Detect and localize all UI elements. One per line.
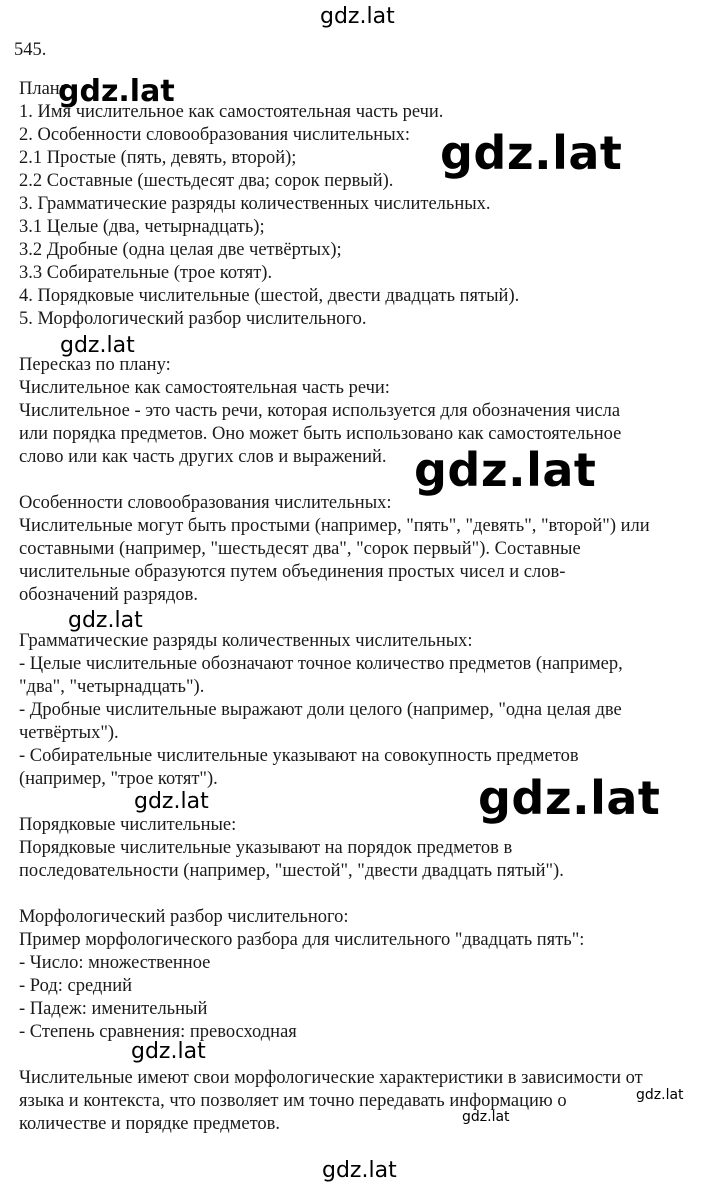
section-title: Грамматические разряды количественных числительных: [19,631,473,651]
conclusion-text: языка и контекста, что позволяет им точно передавать информацию о [19,1091,567,1111]
watermark-overlay: gdz.lat [60,333,135,358]
section-text: - Собирательные числительные указывают на совокупность предметов [19,746,579,766]
section-text: - Падеж: именительный [19,999,208,1019]
section-title: Порядковые числительные: [19,815,237,835]
section-text: четвёртых"). [19,723,119,743]
section-text: Порядковые числительные указывают на порядок предметов в [19,838,513,858]
section-title: Морфологический разбор числительного: [19,907,349,927]
section-text: Числительные могут быть простыми (например, "пять", "девять", "второй") или [19,516,650,536]
section-text: или порядка предметов. Оно может быть использовано как самостоятельное [19,424,622,444]
plan-item: 2.1 Простые (пять, девять, второй); [19,148,297,168]
section-text: слово или как часть других слов и выражений. [19,447,387,467]
section-text: - Целые числительные обозначают точное количество предметов (например, [19,654,623,674]
plan-item: 5. Морфологический разбор числительного. [19,309,367,329]
watermark-overlay: gdz.lat [636,1087,684,1103]
section-text: последовательности (например, "шестой", "двести двадцать пятый"). [19,861,564,881]
section-text: "два", "четырнадцать"). [19,677,205,697]
plan-item: 3.1 Целые (два, четырнадцать); [19,217,265,237]
plan-item: 4. Порядковые числительные (шестой, двести двадцать пятый). [19,286,520,306]
watermark-overlay: gdz.lat [440,126,623,180]
section-text: Пример морфологического разбора для числительного "двадцать пять": [19,930,585,950]
section-title: Особенности словообразования числительных: [19,493,392,513]
conclusion-text: Числительные имеют свои морфологические характеристики в зависимости от [19,1068,643,1088]
section-text: (например, "трое котят"). [19,769,218,789]
section-text: числительные образуются путем объединения простых чисел и слов- [19,562,566,582]
conclusion-text: количестве и порядке предметов. [19,1114,281,1134]
plan-item: 3. Грамматические разряды количественных числительных. [19,194,491,214]
retelling-heading: Пересказ по плану: [19,355,171,375]
watermark-header: gdz.lat [320,4,395,29]
plan-item: 3.3 Собирательные (трое котят). [19,263,273,283]
section-title: Числительное как самостоятельная часть речи: [19,378,390,398]
section-text: - Дробные числительные выражают доли целого (например, "одна целая две [19,700,622,720]
section-text: - Степень сравнения: превосходная [19,1022,297,1042]
watermark-overlay: gdz.lat [414,443,597,497]
plan-item: 2.2 Составные (шестьдесят два; сорок первый). [19,171,394,191]
section-text: составными (например, "шестьдесят два", "сорок первый"). Составные [19,539,581,559]
section-text: обозначений разрядов. [19,585,198,605]
watermark-overlay: gdz.lat [462,1109,510,1125]
watermark-overlay: gdz.lat [478,771,661,825]
watermark-overlay: gdz.lat [68,608,143,633]
section-text: - Число: множественное [19,953,211,973]
plan-heading: План: [19,79,65,99]
task-number: 545. [14,40,47,60]
watermark-overlay: gdz.lat [134,789,209,814]
section-text: Числительное - это часть речи, которая используется для обозначения числа [19,401,621,421]
plan-item: 1. Имя числительное как самостоятельная часть речи. [19,102,444,122]
plan-item: 3.2 Дробные (одна целая две четвёртых); [19,240,342,260]
section-text: - Род: средний [19,976,133,996]
watermark-overlay: gdz.lat [58,74,175,109]
watermark-footer: gdz.lat [322,1158,397,1183]
watermark-overlay: gdz.lat [131,1039,206,1064]
plan-item: 2. Особенности словообразования числительных: [19,125,411,145]
